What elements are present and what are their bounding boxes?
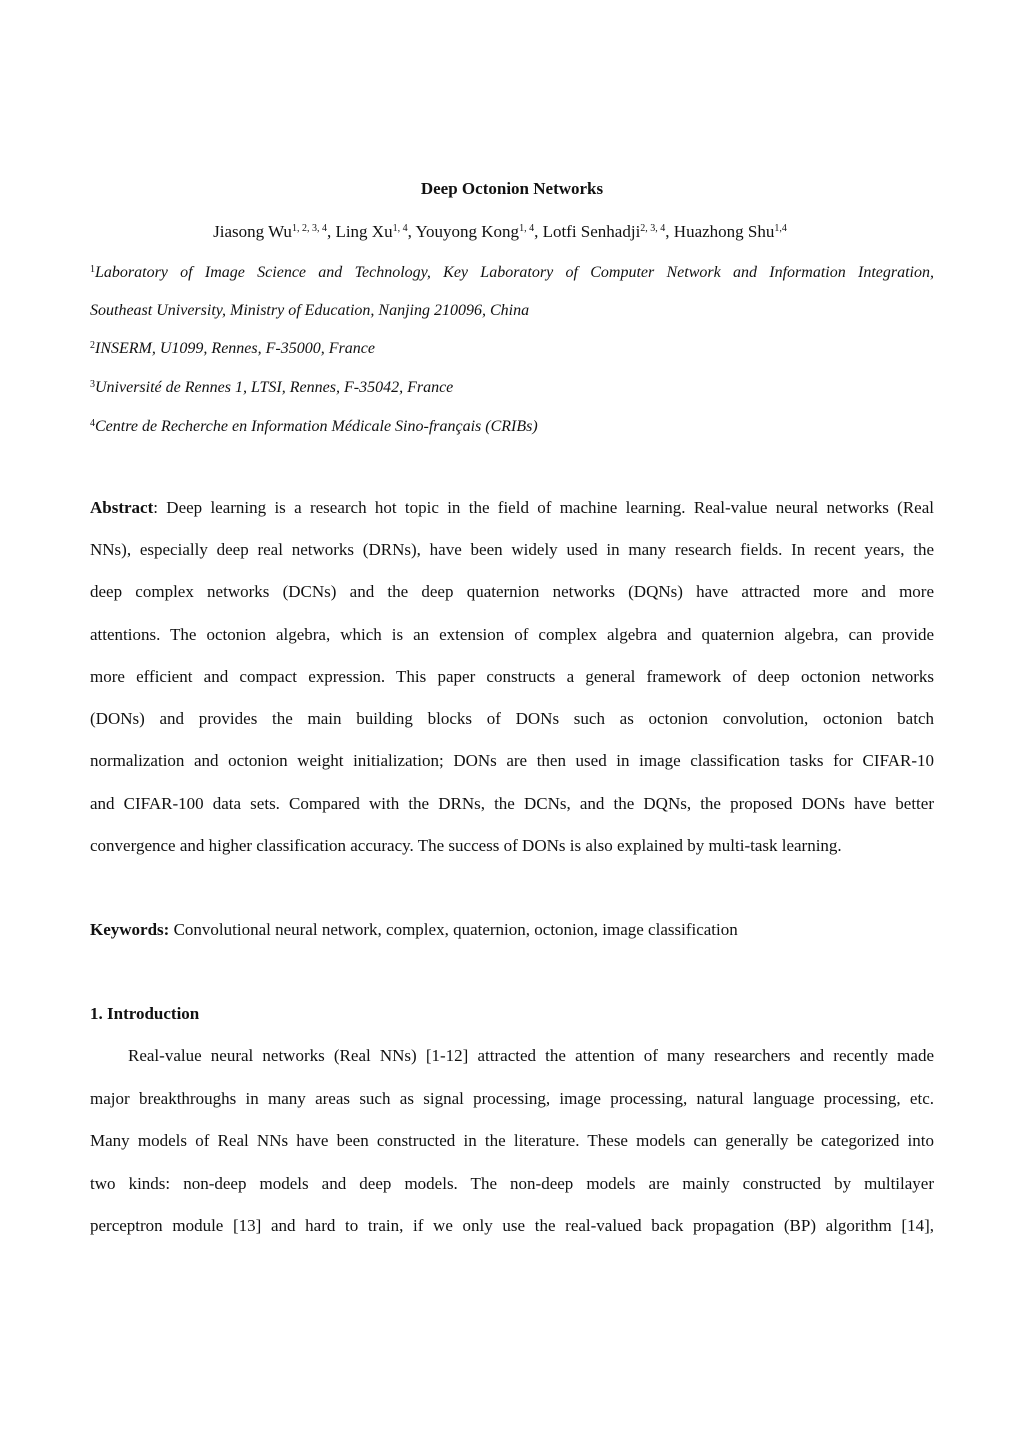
author-name: Jiasong Wu [213,222,292,241]
abstract-line: convergence and higher classification accuracy. The success of DONs is also explained by multi-task learning. [90,836,842,855]
keywords-text: Convolutional neural network, complex, quaternion, octonion, image classification [169,920,738,939]
body-line: major breakthroughs in many areas such as signal processing, image processing, natural language processing, etc. [90,1089,934,1108]
author-name: Huazhong Shu [673,222,775,241]
body-line: Real-value neural networks (Real NNs) [1-12] attracted the attention of many researchers and recently made [128,1046,934,1065]
abstract-line [90,498,934,518]
abstract-line: attentions. The octonion algebra, which is an extension of complex algebra and quaternion algebra, can provide [90,625,934,644]
abstract-line: more efficient and compact expression. This paper constructs a general framework of deep octonion networks [90,667,934,686]
author-name: Youyong Kong [415,222,520,241]
body-line: two kinds: non-deep models and deep models. The non-deep models are mainly constructed by multilayer [90,1174,934,1193]
affiliation-mark: 2 [90,340,95,351]
author-affiliation-marks: 1, 4 [519,223,535,234]
author-separator: , [326,222,336,241]
affiliation-1-line-2: Southeast University, Ministry of Education, Nanjing 210096, China [90,302,530,319]
abstract-line: normalization and octonion weight initialization; DONs are then used in image classification tasks for CIFAR-10 [90,751,934,770]
affiliation-4 [90,418,538,436]
affiliation-text: Laboratory of Image Science and Technology, Key Laboratory of Computer Network and Information Integration, [95,264,934,281]
author-separator: , [665,222,674,241]
section-heading: 1. Introduction [90,1004,200,1023]
paper-title: Deep Octonion Networks [420,179,604,198]
affiliation-text: Université de Rennes 1, LTSI, Rennes, F-35042, France [95,379,454,396]
affiliation-mark: 4 [90,418,95,429]
affiliation-text: INSERM, U1099, Rennes, F-35000, France [95,340,375,357]
author-affiliation-marks: 1,4 [774,223,787,234]
affiliation-text: Centre de Recherche en Information Médicale Sino-français (CRIBs) [95,418,538,435]
abstract-line: deep complex networks (DCNs) and the deep quaternion networks (DQNs) have attracted more and more [90,582,934,601]
affiliation-mark: 3 [90,379,95,390]
keywords [90,920,738,940]
author-separator: , [534,222,543,241]
body-line: perceptron module [13] and hard to train, if we only use the real-valued back propagation (BP) algorithm [14], [90,1216,934,1235]
affiliation-1-line-1 [90,264,934,282]
abstract-line: (DONs) and provides the main building blocks of DONs such as octonion convolution, octonion batch [90,709,934,728]
affiliation-mark: 1 [90,264,95,275]
author-list [0,222,1000,242]
abstract-line: NNs), especially deep real networks (DRNs), have been widely used in many research fields. In recent years, the [90,540,934,559]
affiliation-3 [90,379,453,397]
abstract-line: and CIFAR-100 data sets. Compared with the DRNs, the DCNs, and the DQNs, the proposed DONs have better [90,794,934,813]
author-affiliation-marks: 2, 3, 4 [640,223,666,234]
abstract-text: : Deep learning is a research hot topic in the field of machine learning. Real-value neural networks (Real [153,498,934,517]
author-separator: , [407,222,416,241]
author-affiliation-marks: 1, 2, 3, 4 [291,223,327,234]
keywords-label: Keywords: [90,920,170,939]
abstract-label: Abstract [90,498,154,517]
affiliation-2 [90,340,375,358]
author-name: Ling Xu [335,222,393,241]
author-name: Lotfi Senhadji [542,222,641,241]
body-line: Many models of Real NNs have been constructed in the literature. These models can generally be categorized into [90,1131,934,1150]
author-affiliation-marks: 1, 4 [392,223,408,234]
